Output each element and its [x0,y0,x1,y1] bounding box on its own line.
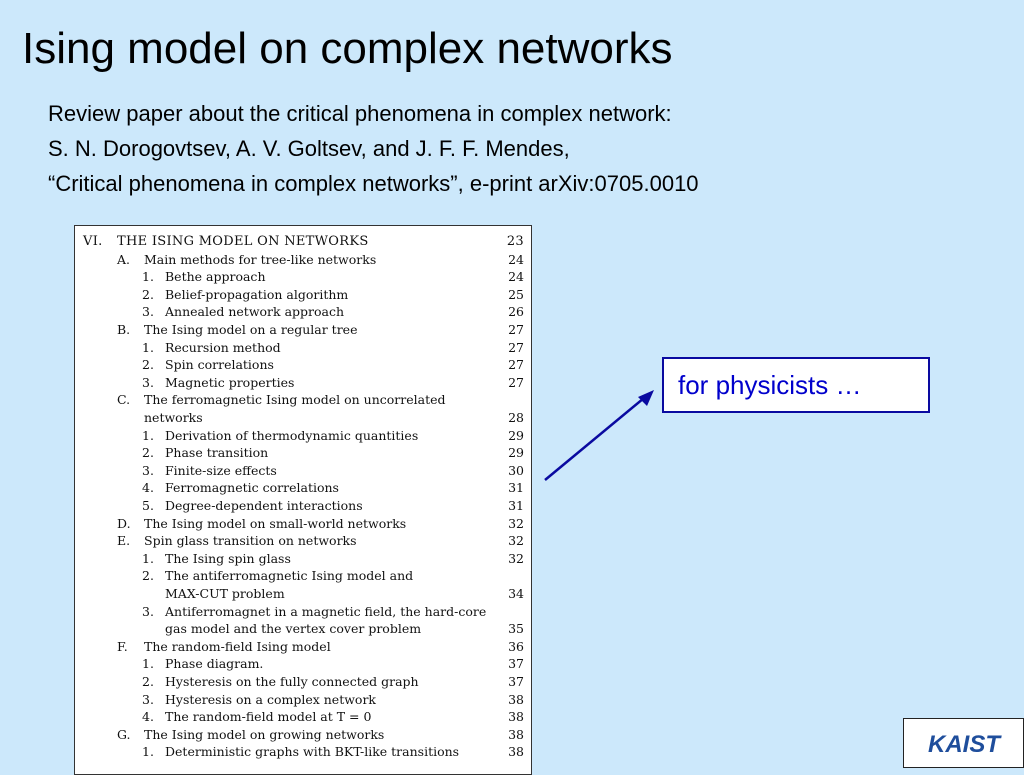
toc-row-number: 1. [142,339,154,355]
toc-row-text: Spin correlations [165,357,274,373]
toc-row-page: 37 [508,674,524,689]
toc-row [75,497,532,515]
toc-row [75,550,532,568]
arrow-shaft [545,398,644,480]
toc-row [75,303,532,321]
toc-row-page: 37 [508,656,524,672]
toc-row-text: Bethe approach [165,269,266,285]
toc-row-page: 35 [508,621,524,637]
toc-row-text: Spin glass transition on networks [144,533,357,549]
toc-row-text: Annealed network approach [165,304,345,320]
toc-row-number: 3. [142,374,154,390]
kaist-logo-icon [904,719,1024,769]
toc-row-number: 2. [142,286,154,302]
toc-row [75,515,532,533]
toc-row-page: 27 [508,374,524,390]
toc-row-number: B. [117,322,131,337]
toc-row-page: 32 [508,515,524,531]
toc-row [75,726,532,744]
toc-row-number: 5. [142,498,154,513]
toc-row [75,532,532,550]
toc-row [75,462,532,480]
toc-row-text: The Ising model on small-world networks [144,515,407,531]
reference-line-2: S. N. Dorogovtsev, A. V. Goltsev, and J. F. F. Mendes, [48,136,570,161]
toc-row-number: 1. [142,656,154,672]
toc-row [75,339,532,357]
toc-row-number: D. [117,515,131,531]
toc-row-page: 32 [508,533,524,549]
toc-row-text: Derivation of thermodynamic quantities [165,427,419,443]
arrow-head [638,390,654,406]
toc-row-page: 36 [508,638,524,654]
toc-row-number: 2. [142,445,154,461]
toc-row [75,708,532,726]
toc-row-page: 30 [508,462,524,478]
toc-row-number: 1. [142,550,154,566]
toc-row-text: The ferromagnetic Ising model on uncorrelated [144,392,446,408]
toc-row-text: The antiferromagnetic Ising model and [165,568,414,584]
toc-row-text: MAX-CUT problem [165,586,285,601]
reference-line-1: Review paper about the critical phenomena in complex network: [48,101,672,126]
toc-row-page: 29 [508,427,524,443]
toc-row [75,391,532,409]
toc-row [75,251,532,269]
toc-row-text: Antiferromagnet in a magnetic field, the hard-core [165,603,487,619]
toc-row [75,655,532,673]
toc-row [75,321,532,339]
kaist-logo [903,718,1024,768]
toc-row-text: Finite-size effects [165,462,277,478]
toc-row-number: 3. [142,603,154,619]
toc-row-number: 3. [142,691,154,707]
toc-row-text: Belief-propagation algorithm [165,286,349,302]
reference-line-3: “Critical phenomena in complex networks”, e-print arXiv:0705.0010 [48,171,699,196]
toc-row-page: 38 [508,744,524,760]
toc-row [75,603,532,621]
reference-text [48,96,699,201]
toc-heading-page: 23 [506,234,524,249]
toc-row [75,620,532,638]
toc-row-page: 32 [508,550,524,566]
toc-row [75,286,532,304]
toc-row-page: 24 [508,251,524,267]
toc-row-text: Degree-dependent interactions [165,498,363,513]
toc-row [75,673,532,691]
toc-row-number: 3. [142,462,154,478]
toc-row-number: 4. [142,709,154,725]
toc-row-text: Main methods for tree-like networks [144,251,377,267]
toc-row [75,268,532,286]
toc-row-number: A. [117,251,131,267]
kaist-logo-text: KAIST [928,731,1000,758]
toc-row [75,567,532,585]
toc-row-number: 2. [142,568,154,584]
toc-row [75,743,532,761]
toc-row [75,585,532,603]
toc-row [75,638,532,656]
toc-row-text: gas model and the vertex cover problem [165,621,422,637]
toc-row-page: 34 [508,586,524,601]
toc-row-page: 31 [508,498,524,513]
toc-row-page: 27 [508,357,524,373]
toc-row-text: Phase transition [165,445,269,461]
table-of-contents-image [74,225,532,775]
toc-row-page: 31 [508,480,524,496]
toc-row-number: 1. [142,427,154,443]
toc-row-text: The Ising model on a regular tree [144,322,358,337]
toc-row-text: Recursion method [165,339,281,355]
toc-row-number: E. [117,533,131,549]
toc-row-text: Ferromagnetic correlations [165,480,339,496]
toc-row-number: 1. [142,744,154,760]
toc-row [75,479,532,497]
toc-row-number: C. [117,392,131,408]
toc-heading-number: VI. [83,234,103,249]
toc-row-text: The Ising spin glass [165,550,291,566]
toc-row-page: 27 [508,339,524,355]
toc-row-number: F. [117,638,128,654]
toc-heading-text: THE ISING MODEL ON NETWORKS [117,234,369,249]
toc-row-text: Magnetic properties [165,374,295,390]
toc-row-text: Hysteresis on a complex network [165,691,376,707]
toc-row-page: 25 [508,286,524,302]
toc-row-number: 2. [142,674,154,689]
toc-row-text: networks [144,410,203,425]
toc-row-number: 2. [142,357,154,373]
toc-row [75,691,532,709]
toc-row-page: 29 [508,445,524,461]
toc-row [75,356,532,374]
toc-row-number: 4. [142,480,154,496]
toc-row [75,427,532,445]
page-title: Ising model on complex networks [22,24,673,73]
toc-row-number: 3. [142,304,154,320]
toc-row-page: 38 [508,691,524,707]
toc-heading [75,233,532,251]
toc-row-text: Deterministic graphs with BKT-like transitions [165,744,460,760]
toc-row [75,409,532,427]
toc-row-text: The Ising model on growing networks [144,726,385,742]
toc-row-text: Hysteresis on the fully connected graph [165,674,419,689]
toc-row [75,444,532,462]
toc-row-page: 38 [508,709,524,725]
toc-row-text: The random-field model at T = 0 [165,709,372,725]
toc-row [75,374,532,392]
callout-box: for physicists … [662,357,930,413]
toc-row-text: Phase diagram. [165,656,264,672]
toc-row-page: 27 [508,322,524,337]
toc-row-page: 38 [508,726,524,742]
toc-row-page: 28 [508,410,524,425]
toc-row-page: 26 [508,304,524,320]
toc-row-number: G. [117,726,131,742]
toc-row-page: 24 [508,269,524,285]
toc-row-number: 1. [142,269,154,285]
toc-row-text: The random-field Ising model [144,638,331,654]
